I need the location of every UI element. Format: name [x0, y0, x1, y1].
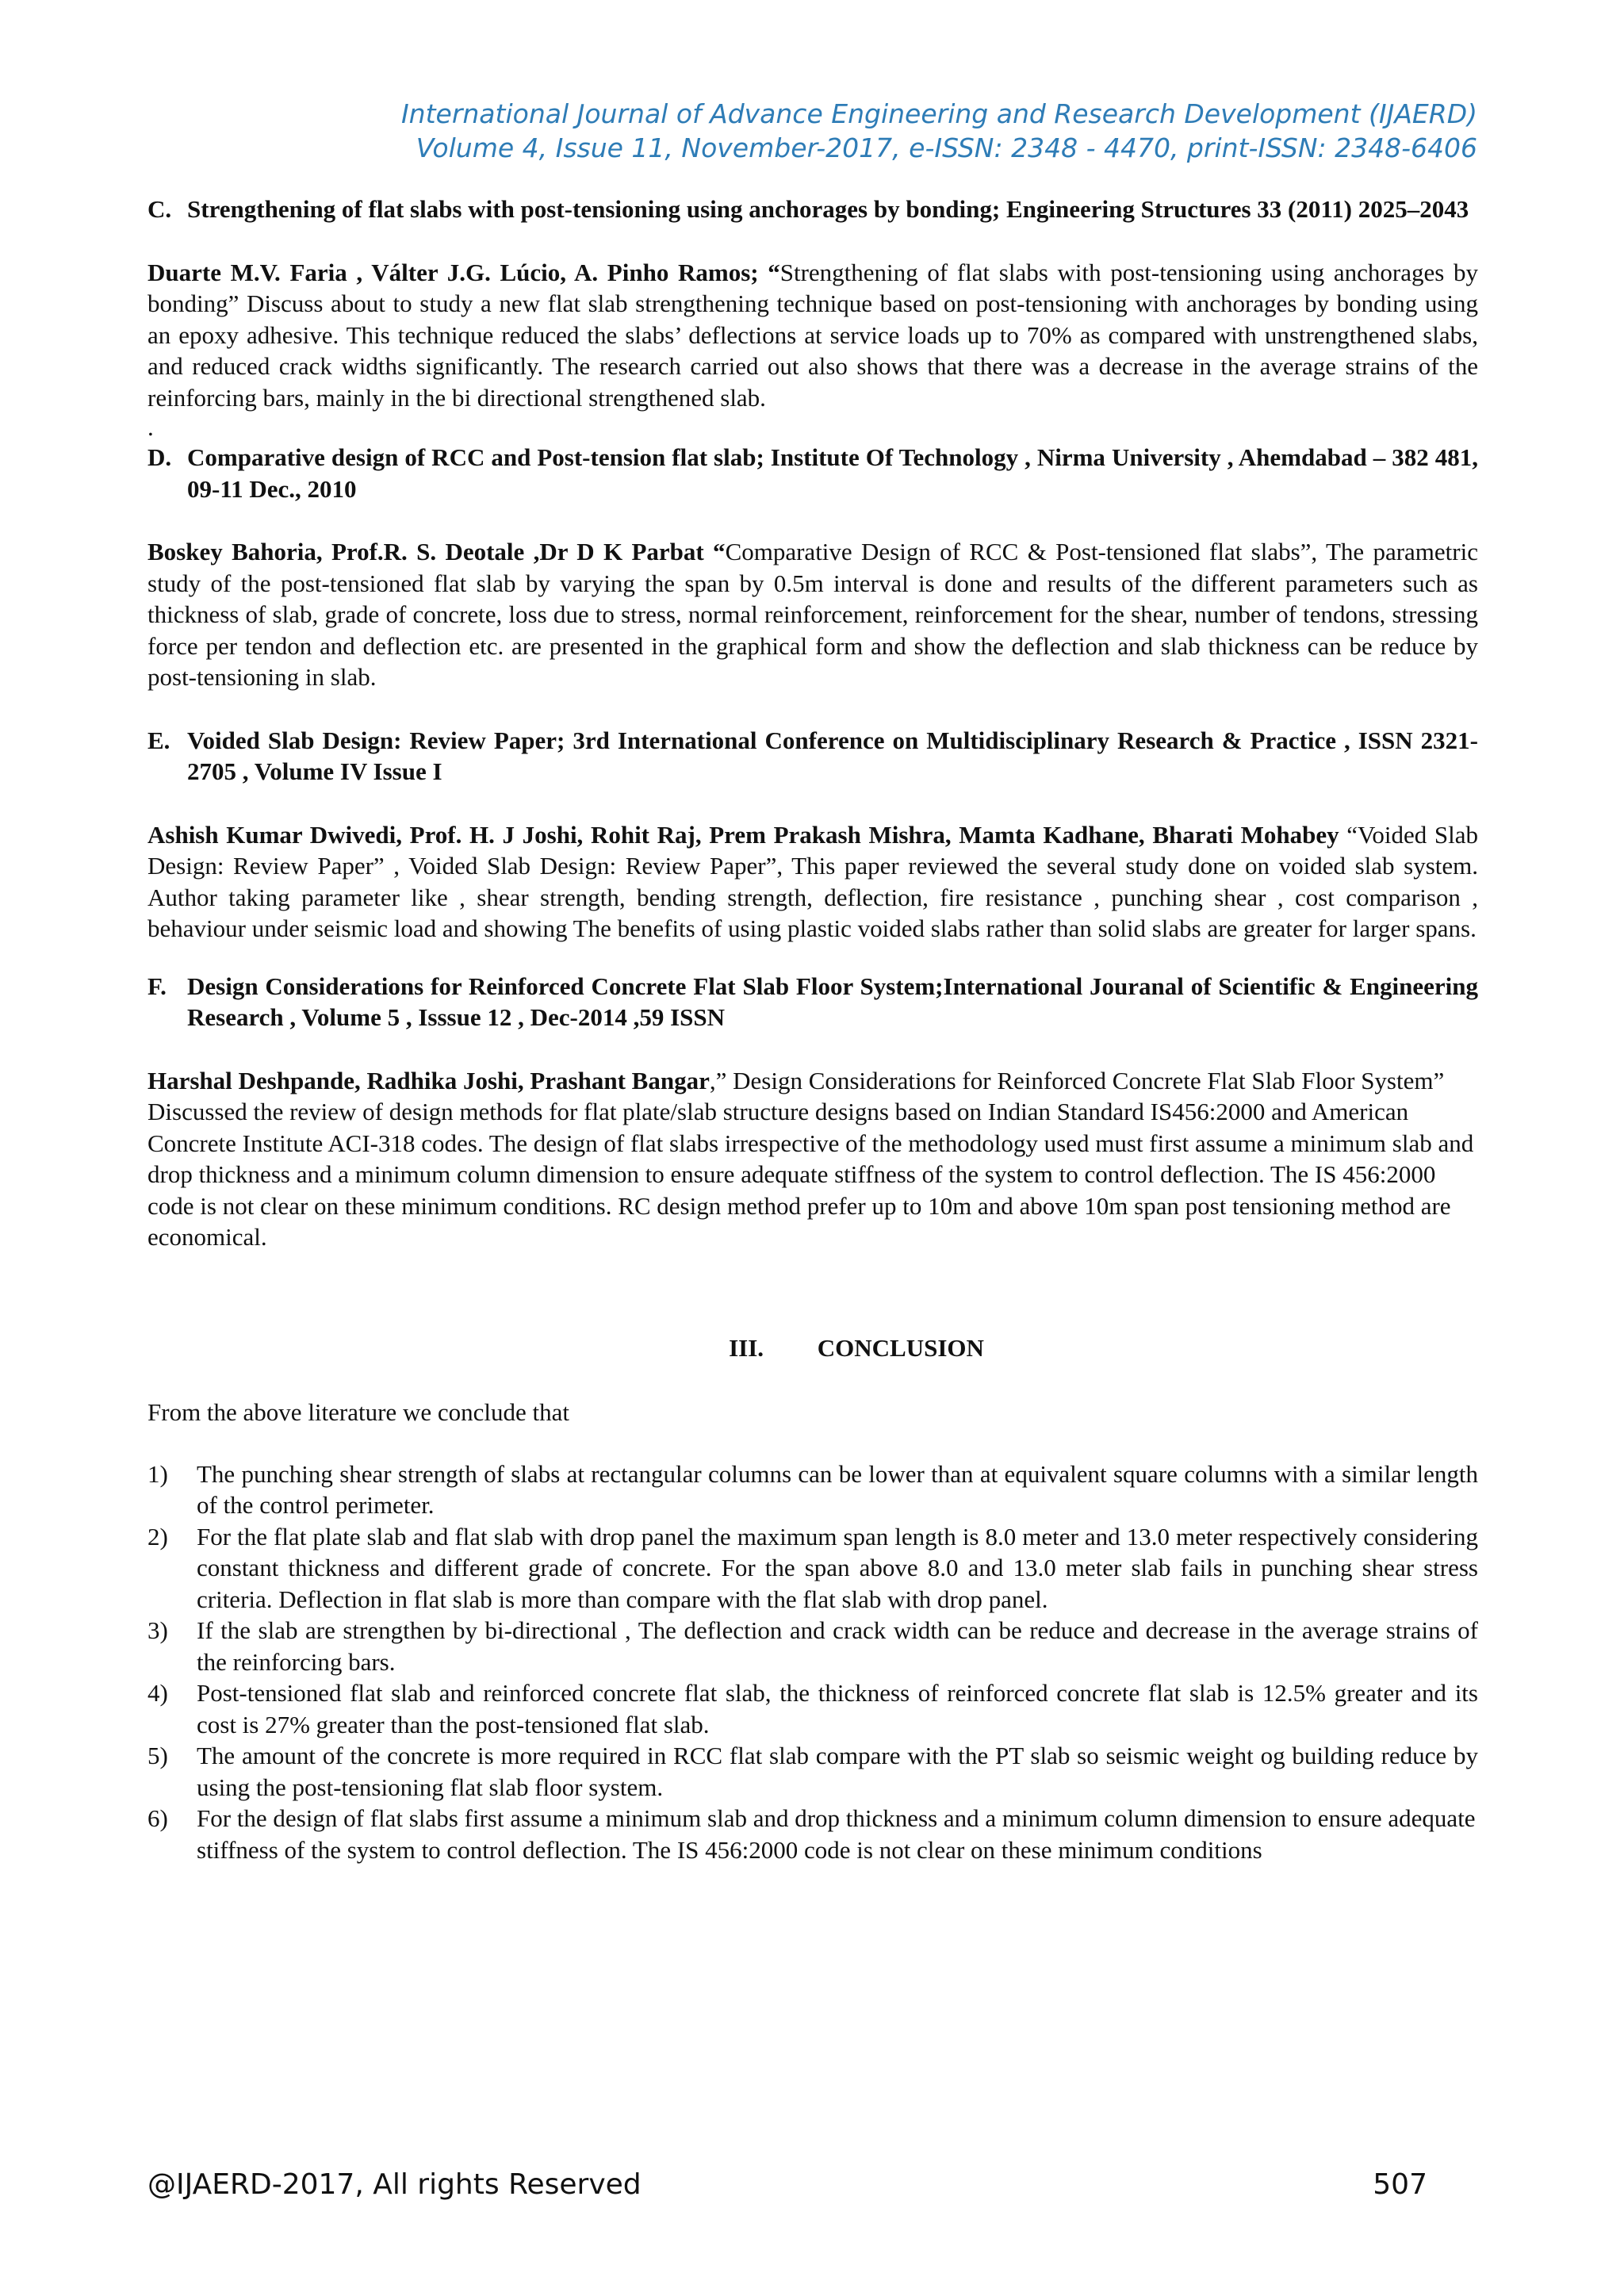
review-paragraph-d: [147, 536, 1478, 693]
paragraph-text: Strengthening of flat slabs with post-tensioning using anchorages by bonding” Discuss about to study a new flat slab strengthening technique based on post-tensioning with anchorages by bonding using an epoxy adhesive. This technique reduced the slabs’ deflections at service loads up to 70% as compared with unstrengthened slabs, and reduced crack widths significantly. The research carried out also shows that there was a decrease in the average strains of the reinforcing bars, mainly in the bi directional strengthened slab.: [147, 258, 1478, 412]
section-title: Voided Slab Design: Review Paper; 3rd International Conference on Multidisciplinary Research & Practice , ISSN 2321-2705 , Volume IV Issue I: [187, 726, 1478, 785]
list-item: [147, 1677, 1478, 1740]
section-letter: D.: [147, 443, 172, 471]
review-paragraph-c: [147, 257, 1478, 414]
conclusion-list: [147, 1458, 1478, 1866]
list-number: 5): [147, 1742, 168, 1769]
list-text: The punching shear strength of slabs at rectangular columns can be lower than at equivalent square columns with a similar length of the control perimeter.: [197, 1459, 1478, 1519]
paragraph-authors: Ashish Kumar Dwivedi, Prof. H. J Joshi, Rohit Raj, Prem Prakash Mishra, Mamta Kadhane, Bharati Mohabey: [147, 820, 1339, 849]
list-number: 1): [147, 1459, 168, 1488]
separator-dot: .: [147, 413, 154, 441]
list-number: 6): [147, 1804, 168, 1832]
list-item: [147, 1458, 1478, 1521]
paragraph-text: ,” Design Considerations for Reinforced Concrete Flat Slab Floor System” Discussed the review of design methods for flat plate/slab structure designs based on Indian Standard IS456:2000 and American Concrete Institute ACI-318 codes. The design of flat slabs irrespective of the methodology used must first assume a minimum slab and drop thickness and a minimum column dimension to ensure adequate stiffness of the system to control deflection. The IS 456:2000 code is not clear on these minimum conditions. RC design method prefer up to 10m and above 10m span post tensioning method are economical.: [147, 1066, 1474, 1251]
page-number: 507: [1373, 2168, 1427, 2201]
section-number: III.: [729, 1333, 764, 1362]
section-heading-e: [147, 725, 1478, 788]
review-paragraph-e: [147, 819, 1478, 945]
review-paragraph-f: [147, 1065, 1478, 1253]
section-title: Comparative design of RCC and Post-tension flat slab; Institute Of Technology , Nirma University , Ahemdabad – 382 481, 09-11 Dec., 2010: [187, 443, 1478, 503]
list-text: Post-tensioned flat slab and reinforced concrete flat slab, the thickness of reinforced concrete flat slab is 12.5% greater and its cost is 27% greater than the post-tensioned flat slab.: [197, 1679, 1478, 1738]
section-title: CONCLUSION: [817, 1333, 984, 1362]
journal-title-line: International Journal of Advance Engineering and Research Development (IJAERD): [400, 98, 1477, 129]
paragraph-authors: Duarte M.V. Faria , Válter J.G. Lúcio, A. Pinho Ramos; “: [147, 258, 780, 286]
section-heading-f: [147, 971, 1478, 1033]
journal-header: [401, 97, 1477, 165]
conclusion-intro: From the above literature we conclude that: [147, 1398, 569, 1426]
page-footer: [147, 2168, 1427, 2201]
list-item: [147, 1615, 1478, 1677]
list-item: [147, 1521, 1478, 1616]
journal-volume-line: Volume 4, Issue 11, November-2017, e-ISSN: 2348 - 4470, print-ISSN: 2348-6406: [416, 132, 1477, 163]
list-item: [147, 1740, 1478, 1803]
paragraph-text: “Voided Slab Design: Review Paper” , Voided Slab Design: Review Paper”, This paper reviewed the several study done on voided slab system. Author taking parameter like , shear strength, bending strength, deflection, fire resistance , punching shear , cost comparison , behaviour under seismic load and showing The benefits of using plastic voided slabs rather than solid slabs are greater for larger spans.: [147, 820, 1478, 942]
list-text: If the slab are strengthen by bi-directional , The deflection and crack width can be reduce and decrease in the average strains of the reinforcing bars.: [197, 1616, 1478, 1676]
paper-body: [147, 194, 1478, 1865]
list-number: 4): [147, 1679, 168, 1707]
section-heading-c: [147, 194, 1478, 225]
list-number: 2): [147, 1522, 168, 1550]
list-item: [147, 1803, 1478, 1865]
section-title: Design Considerations for Reinforced Concrete Flat Slab Floor System;International Jouranal of Scientific & Engineering Research , Volume 5 , Isssue 12 , Dec-2014 ,59 ISSN: [187, 972, 1478, 1031]
copyright-notice: @IJAERD-2017, All rights Reserved: [147, 2168, 642, 2201]
list-text: The amount of the concrete is more required in RCC flat slab compare with the PT slab so seismic weight og building reduce by using the post-tensioning flat slab floor system.: [197, 1742, 1478, 1801]
paragraph-authors: Harshal Deshpande, Radhika Joshi, Prashant Bangar: [147, 1066, 710, 1094]
section-title: Strengthening of flat slabs with post-tensioning using anchorages by bonding; Engineering Structures 33 (2011) 2025–2043: [187, 195, 1469, 223]
list-number: 3): [147, 1616, 168, 1644]
paragraph-text: Comparative Design of RCC & Post-tensioned flat slabs”, The parametric study of the post-tensioned flat slab by varying the span by 0.5m interval is done and results of the different parameters such as thickness of slab, grade of concrete, loss due to stress, normal reinforcement, reinforcement for the shear, number of tendons, stressing force per tendon and deflection etc. are presented in the graphical form and show the deflection and slab thickness can be reduce by post-tensioning in slab.: [147, 538, 1478, 691]
section-letter: F.: [147, 972, 167, 1000]
section-letter: E.: [147, 726, 170, 754]
list-text: For the design of flat slabs first assume a minimum slab and drop thickness and a minimum column dimension to ensure adequate stiffness of the system to control deflection. The IS 456:2000 code is not clear on these minimum conditions: [197, 1804, 1476, 1864]
conclusion-heading: [147, 1332, 1478, 1364]
paragraph-authors: Boskey Bahoria, Prof.R. S. Deotale ,Dr D K Parbat “: [147, 538, 726, 565]
section-heading-d: [147, 442, 1478, 504]
list-text: For the flat plate slab and flat slab with drop panel the maximum span length is 8.0 meter and 13.0 meter respectively considering constant thickness and different grade of concrete. For the span above 8.0 and 13.0 meter slab fails in punching shear stress criteria. Deflection in flat slab is more than compare with the flat slab with drop panel.: [197, 1522, 1478, 1613]
section-letter: C.: [147, 195, 172, 223]
